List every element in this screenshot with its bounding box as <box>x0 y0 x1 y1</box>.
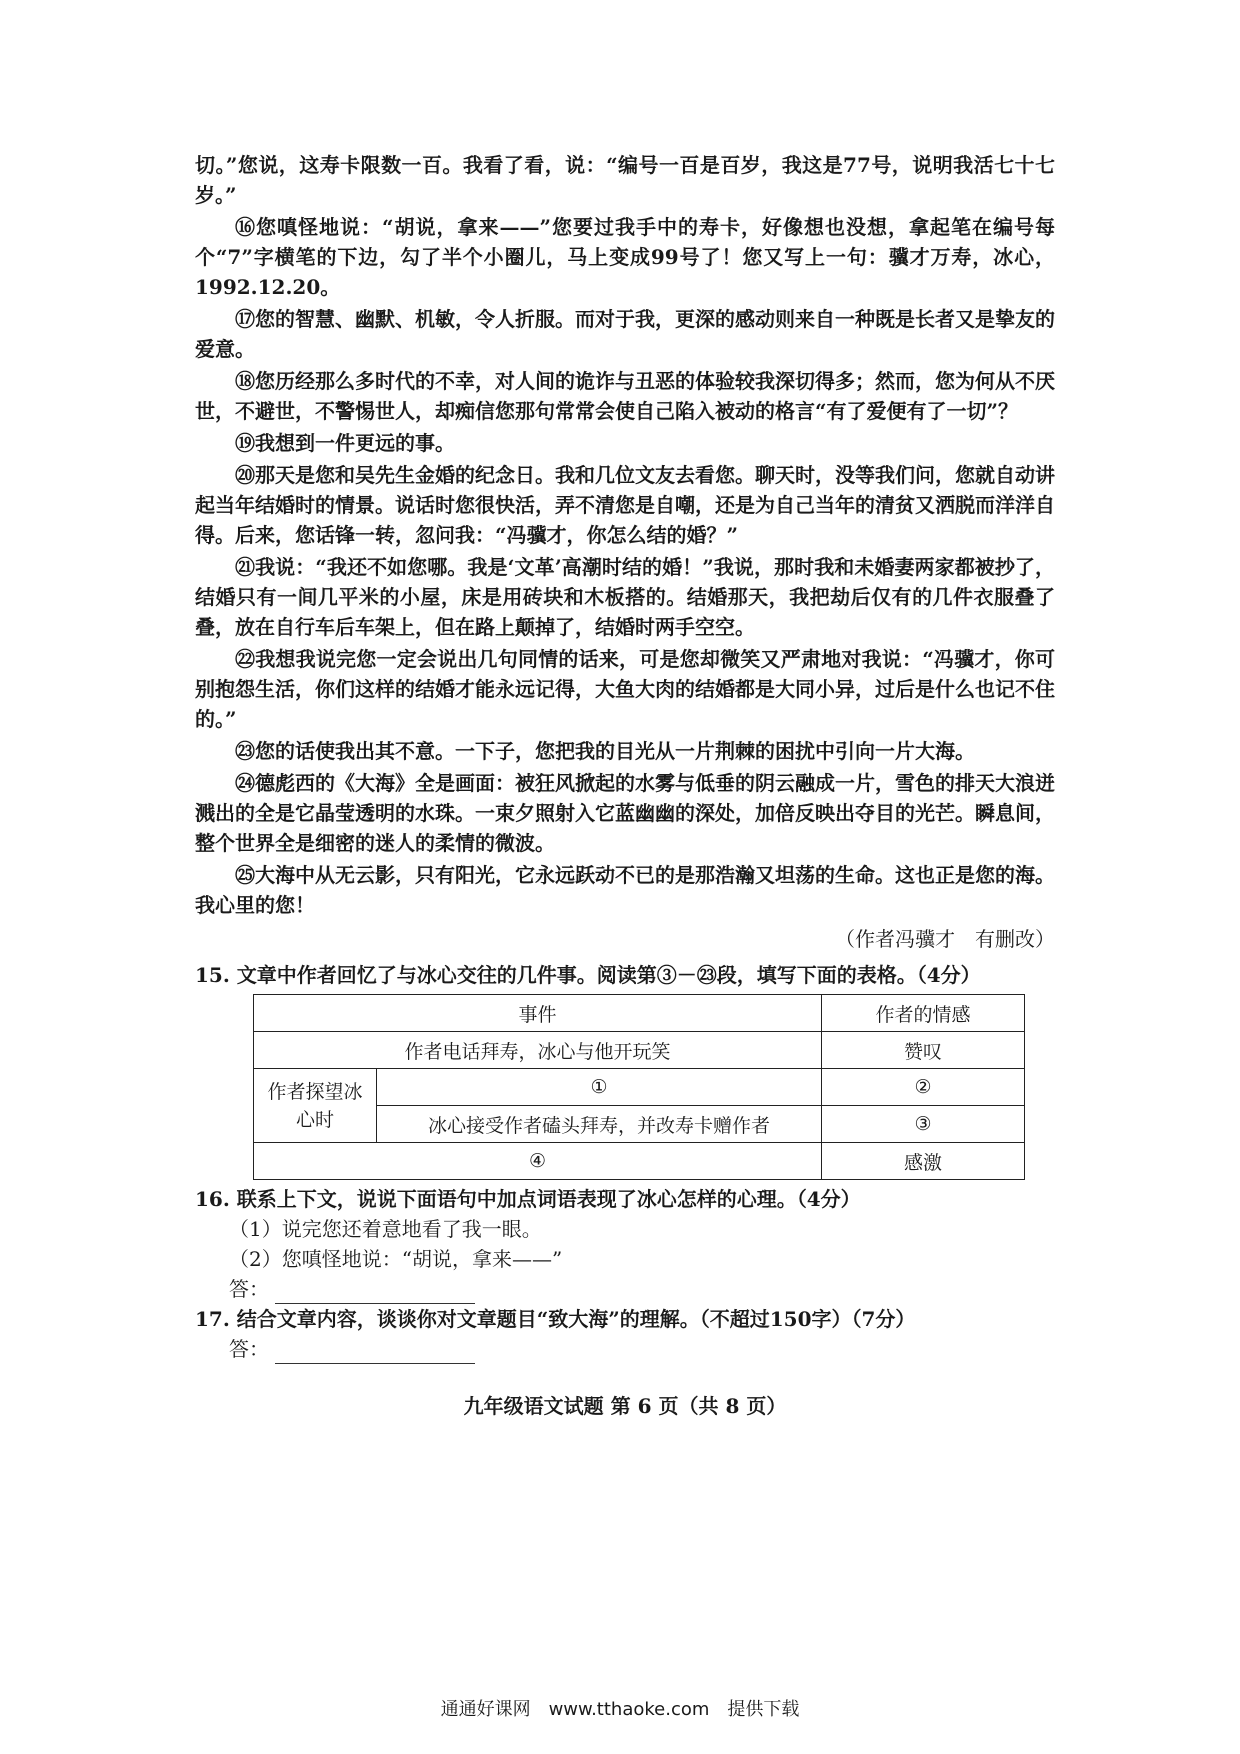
paragraph-20: ⑳那天是您和吴先生金婚的纪念日。我和几位文友去看您。聊天时，没等我们问，您就自动讲起当年结婚时的情景。说话时您很快活，弄不清您是自嘲，还是为自己当年的清贫又洒脱而洋洋自得。后来，您话锋一转，忽问我：“冯骥才，你怎么结的婚？” <box>195 463 1055 547</box>
site-footer: 通通好课网 www.tthaoke.com 提供下载 <box>440 1699 800 1720</box>
paragraph-18: ⑱您历经那么多时代的不幸，对人间的诡诈与丑恶的体验较我深切得多；然而，您为何从不厌世，不避世，不警惕世人，却痴信您那句常常会使自己陷入被动的格言“有了爱便有了一切”？ <box>195 369 1055 423</box>
header-emotion: 作者的情感 <box>822 995 1025 1032</box>
answer-16 <box>229 1274 1055 1304</box>
question-16-sub2: （2）您嗔怪地说：“胡说，拿来——” <box>229 1247 563 1271</box>
answer-16-blank[interactable] <box>275 1281 475 1304</box>
row4-emotion: 感激 <box>822 1143 1025 1180</box>
table-header-row <box>254 995 1025 1032</box>
row1-emotion: 赞叹 <box>822 1032 1025 1069</box>
table-row <box>254 1069 1025 1106</box>
paragraph-17: ⑰您的智慧、幽默、机敏，令人折服。而对于我，更深的感动则来自一种既是长者又是挚友的爱意。 <box>195 307 1055 361</box>
paragraph-16: ⑯您嗔怪地说：“胡说，拿来——”您要过我手中的寿卡，好像想也没想，拿起笔在编号每个“7”字横笔的下边，勾了半个小圈儿，马上变成99号了！您又写上一句：骥才万寿，冰心，1992.12.20。 <box>195 215 1055 299</box>
answer-17-blank[interactable] <box>275 1341 475 1364</box>
question-15: 15. 文章中作者回忆了与冰心交往的几件事。阅读第③－㉓段，填写下面的表格。（4分） <box>195 963 981 987</box>
question-16: 16. 联系上下文，说说下面语句中加点词语表现了冰心怎样的心理。（4分） <box>195 1187 861 1211</box>
header-event: 事件 <box>254 995 822 1032</box>
question-17: 17. 结合文章内容，谈谈你对文章题目“致大海”的理解。（不超过150字）（7分） <box>195 1307 916 1331</box>
paragraph-21: ㉑我说：“我还不如您哪。我是‘文革’高潮时结的婚！”我说，那时我和未婚妻两家都被抄了，结婚只有一间几平米的小屋，床是用砖块和木板搭的。结婚那天，我把劫后仅有的几件衣服叠了叠，放在自行车后车架上，但在路上颠掉了，结婚时两手空空。 <box>195 555 1055 639</box>
question-16-sub1: （1）说完您还着意地看了我一眼。 <box>229 1217 542 1241</box>
answer-17-label: 答： <box>229 1337 269 1361</box>
paragraph-24: ㉔德彪西的《大海》全是画面：被狂风掀起的水雾与低垂的阴云融成一片，雪色的排天大浪迸溅出的全是它晶莹透明的水珠。一束夕照射入它蓝幽幽的深处，加倍反映出夺目的光芒。瞬息间，整个世界全是细密的迷人的柔情的微波。 <box>195 771 1055 855</box>
row3-event: 冰心接受作者磕头拜寿，并改寿卡赠作者 <box>377 1106 822 1143</box>
exam-page <box>195 150 1055 1439</box>
row1-event: 作者电话拜寿，冰心与他开玩笑 <box>254 1032 822 1069</box>
events-table <box>253 994 1025 1180</box>
table-row <box>254 1032 1025 1069</box>
row3-emotion[interactable]: ③ <box>822 1106 1025 1143</box>
row4-event[interactable]: ④ <box>254 1143 822 1180</box>
paragraph-23: ㉓您的话使我出其不意。一下子，您把我的目光从一片荆棘的困扰中引向一片大海。 <box>235 739 975 763</box>
visit-label: 作者探望冰心时 <box>254 1069 377 1143</box>
table-row <box>254 1143 1025 1180</box>
paragraph-15-end: 切。”您说，这寿卡限数一百。我看了看，说：“编号一百是百岁，我这是77号，说明我活七十七岁。” <box>195 153 1055 207</box>
answer-17 <box>229 1334 1055 1364</box>
paragraph-19: ⑲我想到一件更远的事。 <box>235 431 455 455</box>
answer-16-label: 答： <box>229 1277 269 1301</box>
author-byline: （作者冯骥才 有删改） <box>835 927 1055 951</box>
row2-emotion[interactable]: ② <box>822 1069 1025 1106</box>
row2-event[interactable]: ① <box>377 1069 822 1106</box>
page-footer: 九年级语文试题 第 6 页（共 8 页） <box>463 1394 787 1418</box>
paragraph-25: ㉕大海中从无云影，只有阳光，它永远跃动不已的是那浩瀚又坦荡的生命。这也正是您的海。我心里的您！ <box>195 863 1055 917</box>
paragraph-22: ㉒我想我说完您一定会说出几句同情的话来，可是您却微笑又严肃地对我说：“冯骥才，你可别抱怨生活，你们这样的结婚才能永远记得，大鱼大肉的结婚都是大同小异，过后是什么也记不住的。” <box>195 647 1055 731</box>
